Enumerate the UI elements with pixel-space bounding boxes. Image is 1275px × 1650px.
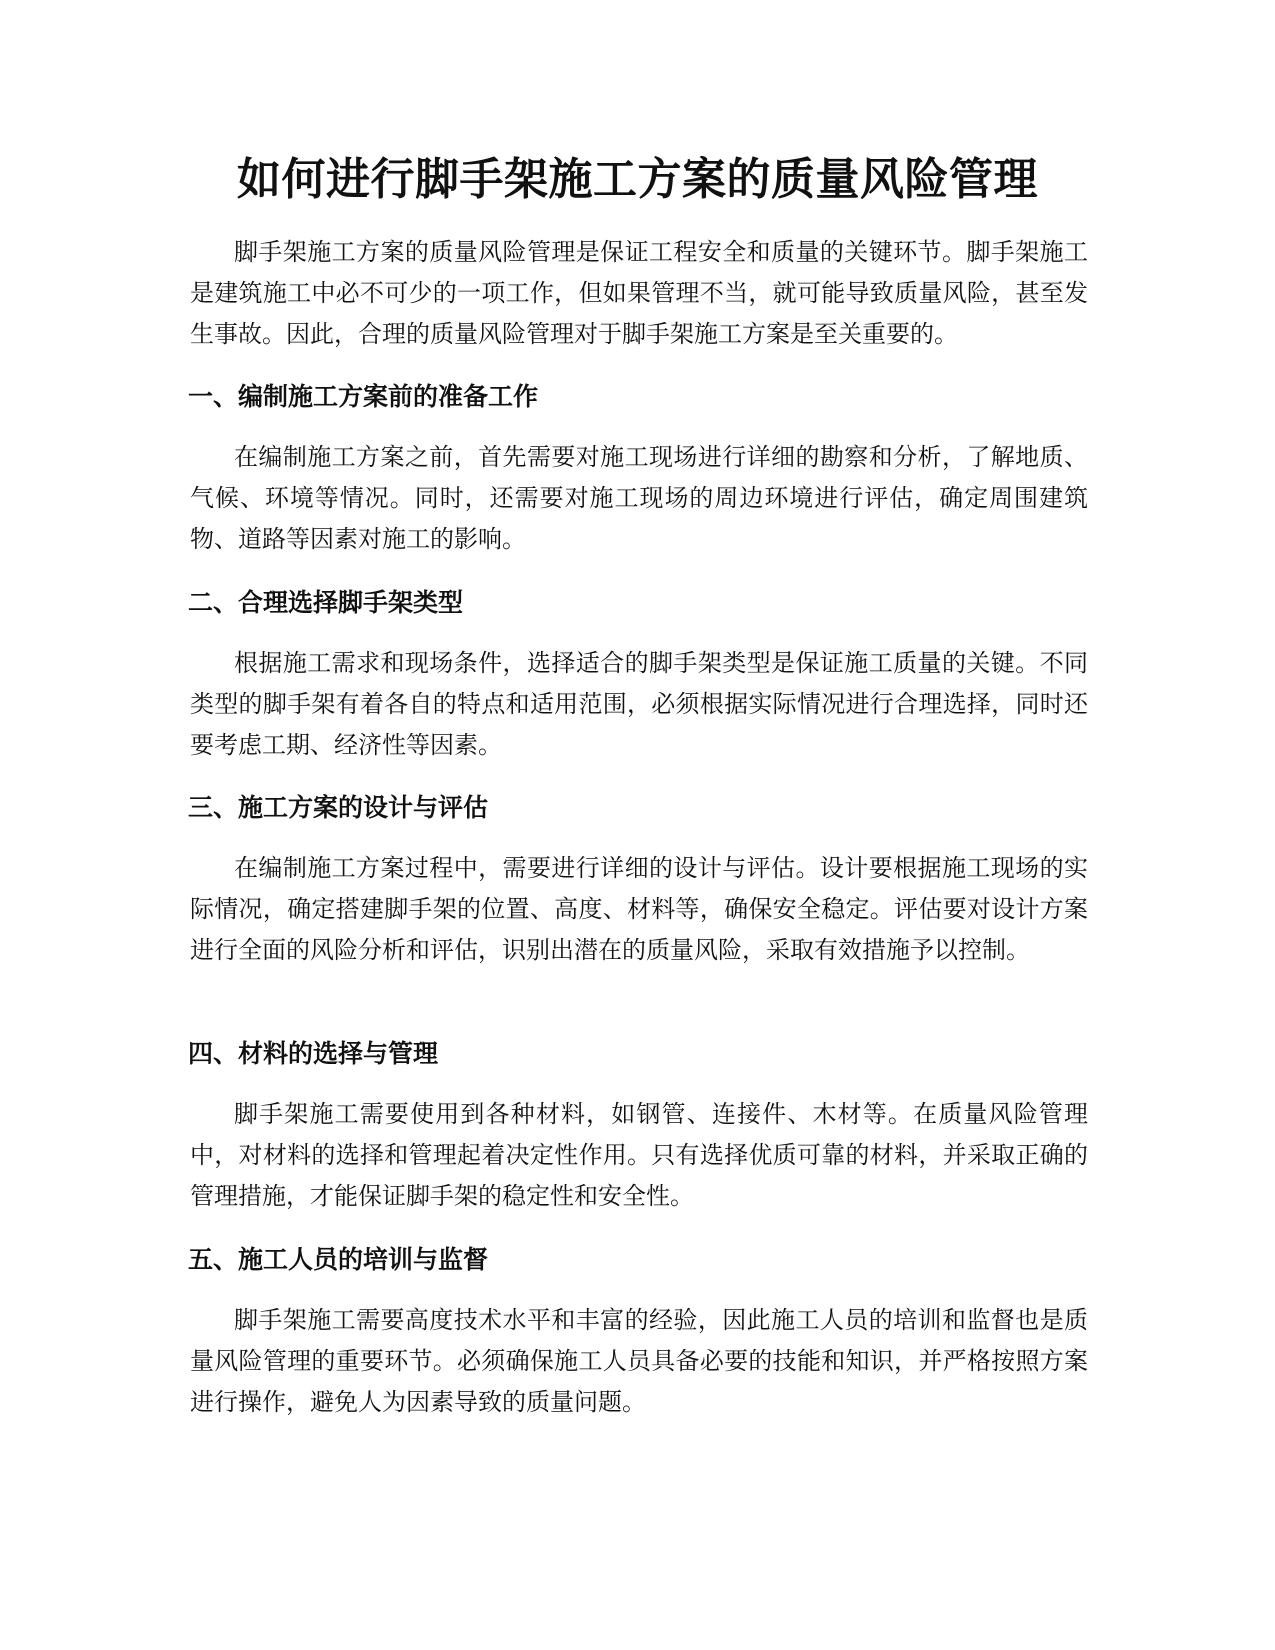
- document-title: 如何进行脚手架施工方案的质量风险管理: [237, 154, 1038, 205]
- section-2-heading: 二、合理选择脚手架类型: [188, 588, 464, 617]
- section-1-heading: 一、编制施工方案前的准备工作: [188, 382, 539, 411]
- section-4-heading: 四、材料的选择与管理: [188, 1039, 439, 1068]
- section-1-body: 在编制施工方案之前，首先需要对施工现场进行详细的勘察和分析，了解地质、气候、环境等情况。同时，还需要对施工现场的周边环境进行评估，确定周围建筑物、道路等因素对施工的影响。: [190, 443, 1088, 553]
- section-5-heading: 五、施工人员的培训与监督: [188, 1245, 489, 1274]
- intro-paragraph: 脚手架施工方案的质量风险管理是保证工程安全和质量的关键环节。脚手架施工是建筑施工中必不可少的一项工作，但如果管理不当，就可能导致质量风险，甚至发生事故。因此，合理的质量风险管理对于脚手架施工方案是至关重要的。: [190, 238, 1088, 348]
- section-2-body: 根据施工需求和现场条件，选择适合的脚手架类型是保证施工质量的关键。不同类型的脚手架有着各自的特点和适用范围，必须根据实际情况进行合理选择，同时还要考虑工期、经济性等因素。: [190, 649, 1088, 759]
- section-3-body: 在编制施工方案过程中，需要进行详细的设计与评估。设计要根据施工现场的实际情况，确定搭建脚手架的位置、高度、材料等，确保安全稳定。评估要对设计方案进行全面的风险分析和评估，识别出潜在的质量风险，采取有效措施予以控制。: [190, 854, 1088, 964]
- section-3-heading: 三、施工方案的设计与评估: [188, 793, 489, 822]
- section-5-body: 脚手架施工需要高度技术水平和丰富的经验，因此施工人员的培训和监督也是质量风险管理的重要环节。必须确保施工人员具备必要的技能和知识，并严格按照方案进行操作，避免人为因素导致的质量问题。: [190, 1306, 1088, 1416]
- section-4-body: 脚手架施工需要使用到各种材料，如钢管、连接件、木材等。在质量风险管理中，对材料的选择和管理起着决定性作用。只有选择优质可靠的材料，并采取正确的管理措施，才能保证脚手架的稳定性和安全性。: [190, 1100, 1088, 1210]
